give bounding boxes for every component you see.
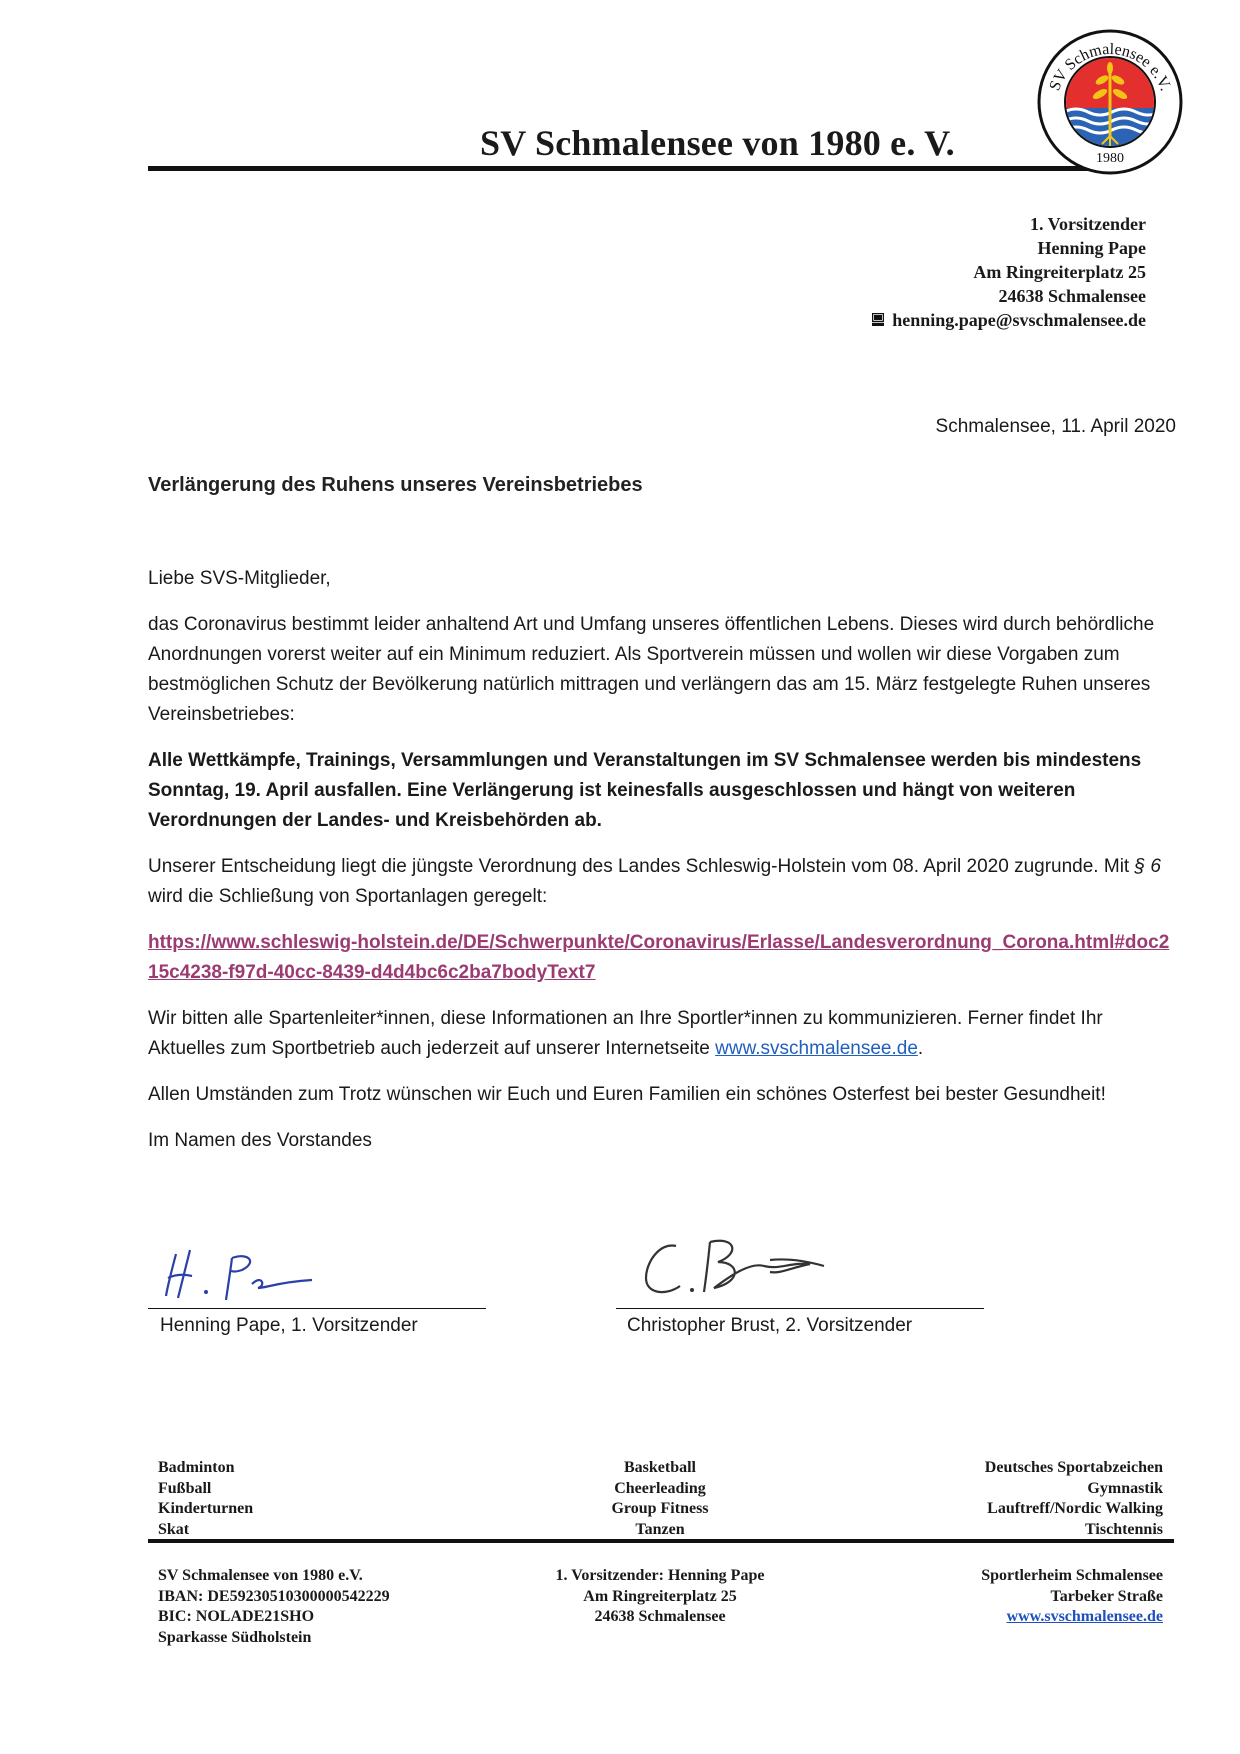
website-link[interactable]: www.svschmalensee.de: [715, 1038, 918, 1059]
footer-website-link[interactable]: www.svschmalensee.de: [1006, 1608, 1163, 1625]
sender-role: 1. Vorsitzender: [1030, 214, 1146, 234]
club-logo: [1036, 28, 1184, 176]
venue-contact: [981, 1566, 1163, 1628]
paragraph-link: [148, 928, 1178, 988]
sender-city: 24638 Schmalensee: [998, 286, 1146, 306]
sport-item: Skat: [158, 1520, 190, 1538]
computer-icon: [872, 313, 884, 327]
sport-item: Fußball: [158, 1479, 212, 1497]
signature-henning-pape: [162, 1244, 332, 1306]
signer-right: Christopher Brust, 2. Vorsitzender: [627, 1315, 913, 1336]
request-end: .: [917, 1038, 924, 1059]
letter-subject: Verlängerung des Ruhens unseres Vereinsbetriebes: [148, 474, 643, 496]
sender-email-row: [872, 308, 1146, 332]
sport-item: Cheerleading: [614, 1479, 706, 1497]
logo-year: 1980: [1096, 151, 1124, 166]
logo-ring-text: SV Schmalensee e.V.: [1046, 40, 1174, 94]
bank-line: SV Schmalensee von 1980 e.V.: [158, 1567, 363, 1584]
signer-left: Henning Pape, 1. Vorsitzender: [160, 1315, 418, 1336]
bank-line: Sparkasse Südholstein: [158, 1628, 312, 1646]
salutation: Liebe SVS-Mitglieder,: [148, 568, 331, 589]
sender-name: Henning Pape: [1037, 238, 1146, 258]
request-text: Wir bitten alle Spartenleiter*innen, diese Informationen an Ihre Sportler*innen zu kommunizieren. Ferner findet Ihr Aktuelles zum Sportbetrieb auch jederzeit auf unserer Internetseite: [148, 1008, 1103, 1059]
closing: Im Namen des Vorstandes: [148, 1130, 372, 1151]
paragraph-request: [148, 1004, 1178, 1064]
sport-item: Basketball: [623, 1459, 696, 1476]
venue-line: Tarbeker Straße: [1050, 1587, 1163, 1605]
paragraph-ordinance: [148, 852, 1178, 912]
title-rule: [148, 166, 1118, 171]
sport-item: Lauftreff/Nordic Walking: [987, 1500, 1163, 1517]
sports-list-right: [985, 1458, 1163, 1540]
signature-christopher-brust: [640, 1232, 840, 1306]
sport-item: Kinderturnen: [158, 1500, 254, 1517]
ordinance-link[interactable]: https://www.schleswig-holstein.de/DE/Schwerpunkte/Coronavirus/Erlasse/Landesverordnung_Corona.html#doc215c4238-f97d-40cc-8439-d4d4bc6c2ba7bodyText7: [148, 932, 1170, 983]
ordinance-text-a: Unserer Entscheidung liegt die jüngste Verordnung des Landes Schleswig-Holstein vom 08. April 2020 zugrunde. Mit: [148, 856, 1135, 877]
sport-item: Gymnastik: [1087, 1479, 1163, 1497]
bank-details: [158, 1566, 390, 1648]
sender-email[interactable]: henning.pape@svschmalensee.de: [892, 310, 1146, 330]
footer-rule: [148, 1539, 1174, 1543]
chair-line: 1. Vorsitzender: Henning Pape: [555, 1567, 765, 1584]
chair-line: 24638 Schmalensee: [594, 1608, 726, 1625]
ordinance-section: § 6: [1134, 856, 1161, 877]
sport-item: Deutsches Sportabzeichen: [984, 1459, 1163, 1476]
sport-item: Group Fitness: [611, 1500, 709, 1517]
paragraph-wishes: Allen Umständen zum Trotz wünschen wir Euch und Euren Familien ein schönes Osterfest bei bester Gesundheit!: [148, 1084, 1106, 1105]
sport-item: Tischtennis: [1085, 1520, 1163, 1538]
sport-item: Tanzen: [635, 1520, 685, 1538]
sports-list-center: [560, 1458, 760, 1540]
chair-line: Am Ringreiterplatz 25: [583, 1587, 737, 1605]
sport-item: Badminton: [158, 1459, 235, 1476]
club-title: SV Schmalensee von 1980 e. V.: [480, 123, 955, 163]
paragraph-cancellation: Alle Wettkämpfe, Trainings, Versammlungen und Veranstaltungen im SV Schmalensee werden bis mindestens Sonntag, 19. April ausfallen. Eine Verlängerung ist keinesfalls ausgeschlossen und hängt von weiteren Verordnungen der Landes- und Kreisbehörden ab.: [148, 750, 1142, 831]
bank-line: IBAN: DE59230510300000542229: [158, 1587, 390, 1605]
sender-address: [872, 212, 1146, 332]
paragraph-situation: das Coronavirus bestimmt leider anhaltend Art und Umfang unseres öffentlichen Lebens. Dieses wird durch behördliche Anordnungen vorerst weiter auf ein Minimum reduziert. Als Sportverein müssen und wollen wir diese Vorgaben zum bestmöglichen Schutz der Bevölkerung natürlich mittragen und verlängern das am 15. März festgelegte Ruhen unseres Vereinsbetriebes:: [148, 614, 1155, 725]
letter-body: [148, 564, 1178, 1172]
venue-line: Sportlerheim Schmalensee: [981, 1567, 1163, 1584]
ordinance-text-b: wird die Schließung von Sportanlagen geregelt:: [148, 886, 548, 907]
letter-date: Schmalensee, 11. April 2020: [935, 416, 1176, 437]
sports-list-left: [158, 1458, 253, 1540]
chair-contact: [520, 1566, 800, 1628]
sender-street: Am Ringreiterplatz 25: [973, 262, 1146, 282]
bank-line: BIC: NOLADE21SHO: [158, 1608, 315, 1625]
